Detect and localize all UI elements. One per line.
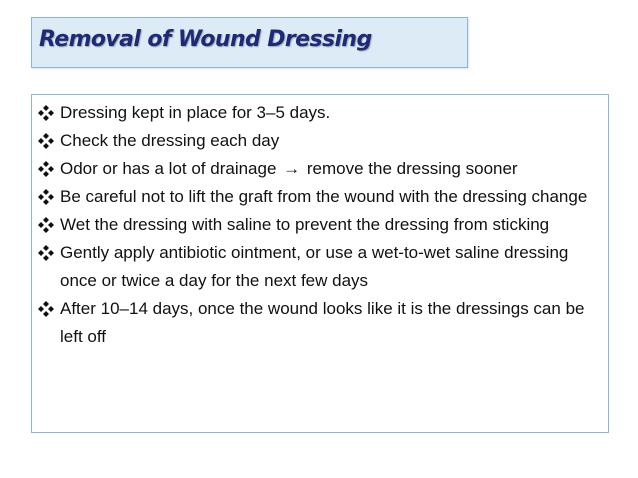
bullet-item <box>32 211 608 239</box>
four-diamond-bullet-icon <box>38 211 54 239</box>
bullet-item <box>32 127 608 155</box>
four-diamond-bullet-icon <box>38 127 54 155</box>
four-diamond-bullet-icon <box>38 155 54 183</box>
slide-title: Removal of Wound Dressing <box>39 27 372 52</box>
bullet-list <box>32 99 608 351</box>
bullet-text-before-arrow: Odor or has a lot of drainage <box>60 159 282 178</box>
bullet-text: After 10–14 days, once the wound looks like it is the dressings can be left off <box>60 299 585 346</box>
title-box <box>31 17 468 68</box>
bullet-item <box>32 239 608 295</box>
bullet-item <box>32 295 608 351</box>
bullet-text-after-arrow: remove the dressing sooner <box>302 159 518 178</box>
bullet-item <box>32 183 608 211</box>
bullet-text: Check the dressing each day <box>60 131 280 150</box>
bullet-text: Wet the dressing with saline to prevent the dressing from sticking <box>60 215 550 234</box>
four-diamond-bullet-icon <box>38 99 54 127</box>
four-diamond-bullet-icon <box>38 239 54 267</box>
bullet-text: Gently apply antibiotic ointment, or use a wet-to-wet saline dressing once or twice a day for the next few days <box>60 243 569 290</box>
four-diamond-bullet-icon <box>38 295 54 323</box>
bullet-item <box>32 155 608 183</box>
bullet-item <box>32 99 608 127</box>
four-diamond-bullet-icon <box>38 183 54 211</box>
right-arrow-icon: → <box>283 159 301 178</box>
bullet-text: Be careful not to lift the graft from the wound with the dressing change <box>60 187 588 206</box>
content-box <box>31 94 609 433</box>
bullet-text: Dressing kept in place for 3–5 days. <box>60 103 331 122</box>
